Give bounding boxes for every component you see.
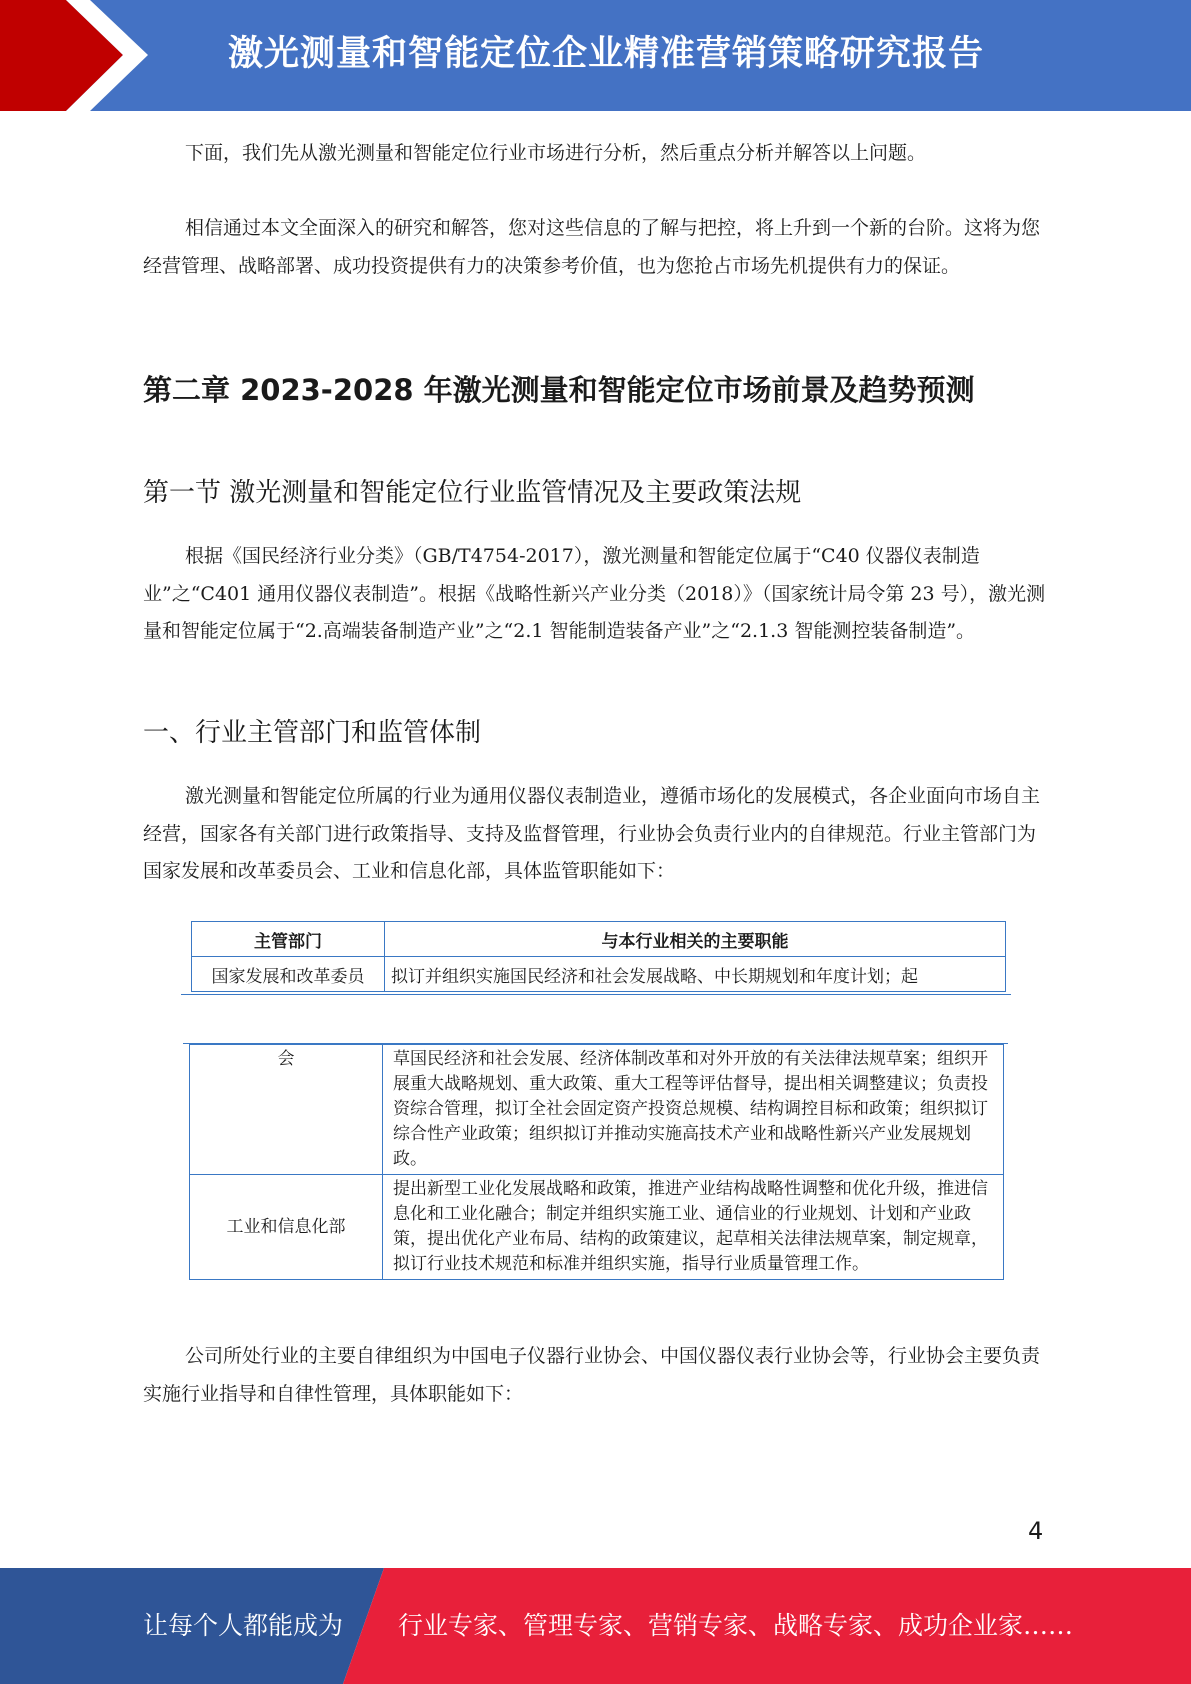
table-cell-dept: 国家发展和改革委员 [192, 957, 385, 992]
table-bottom-rule [181, 994, 1011, 995]
footer-slogan-right: 行业专家、管理专家、营销专家、战略专家、成功企业家…… [398, 1611, 1074, 1640]
table-cell-duty: 拟订并组织实施国民经济和社会发展战略、中长期规划和年度计划；起 [385, 957, 1006, 992]
intro-paragraph: 下面，我们先从激光测量和智能定位行业市场进行分析，然后重点分析并解答以上问题。 [185, 142, 927, 164]
table-row [192, 957, 1006, 992]
table-header-dept: 主管部门 [192, 922, 385, 957]
header-chevron-decoration [0, 0, 160, 111]
table-cell-duty: 提出新型工业化发展战略和政策，推进产业结构战略性调整和优化升级，推进信息化和工业化融合；制定并组织实施工业、通信业的行业规划、计划和产业政策，提出优化产业布局、结构的政策建议，起草相关法律法规草案，制定规章，拟订行业技术规范和标准并组织实施，指导行业质量管理工作。 [383, 1175, 1004, 1280]
header-banner [0, 0, 1191, 111]
classification-paragraph: 根据《国民经济行业分类》（GB/T4754-2017），激光测量和智能定位属于“C40 仪器仪表制造业”之“C401 通用仪器仪表制造”。根据《战略性新兴产业分类（2018）》（国家统计局令第 23 号），激光测量和智能定位属于“2.高端装备制造产业”之“2.1 智能制造装备产业”之“2.1.3 智能测控装备制造”。 [143, 545, 1046, 642]
chapter-heading: 第二章 2023-2028 年激光测量和智能定位市场前景及趋势预测 [143, 373, 975, 407]
subsection-heading: 一、行业主管部门和监管体制 [143, 718, 482, 748]
section-heading: 第一节 激光测量和智能定位行业监管情况及主要政策法规 [143, 478, 802, 508]
table-row [190, 1175, 1004, 1280]
footer-banner [0, 1568, 1191, 1684]
table-header-duty: 与本行业相关的主要职能 [385, 922, 1006, 957]
table-row [190, 1045, 1004, 1175]
regulatory-table-part1 [191, 921, 1006, 992]
regulation-paragraph: 激光测量和智能定位所属的行业为通用仪器仪表制造业，遵循市场化的发展模式，各企业面向市场自主经营，国家各有关部门进行政策指导、支持及监督管理，行业协会负责行业内的自律规范。行业主管部门为国家发展和改革委员会、工业和信息化部，具体监管职能如下： [143, 785, 1041, 882]
association-paragraph: 公司所处行业的主要自律组织为中国电子仪器行业协会、中国仪器仪表行业协会等，行业协会主要负责实施行业指导和自律性管理，具体职能如下： [143, 1345, 1041, 1405]
table-cell-dept: 会 [190, 1045, 383, 1175]
table-header-row [192, 922, 1006, 957]
table-cell-dept: 工业和信息化部 [190, 1175, 383, 1280]
table-cell-duty: 草国民经济和社会发展、经济体制改革和对外开放的有关法律法规草案；组织开展重大战略规划、重大政策、重大工程等评估督导，提出相关调整建议；负责投资综合管理，拟订全社会固定资产投资总规模、结构调控目标和政策；组织拟订综合性产业政策；组织拟订并推动实施高技术产业和战略性新兴产业发展规划政。 [383, 1045, 1004, 1175]
footer-slogan-left: 让每个人都能成为 [143, 1611, 344, 1640]
page-number: 4 [1028, 1517, 1044, 1545]
summary-paragraph: 相信通过本文全面深入的研究和解答，您对这些信息的了解与把控，将上升到一个新的台阶。这将为您经营管理、战略部署、成功投资提供有力的决策参考价值，也为您抢占市场先机提供有力的保证。 [143, 217, 1041, 277]
report-title: 激光测量和智能定位企业精准营销策略研究报告 [228, 34, 985, 74]
regulatory-table-part2 [189, 1044, 1004, 1280]
